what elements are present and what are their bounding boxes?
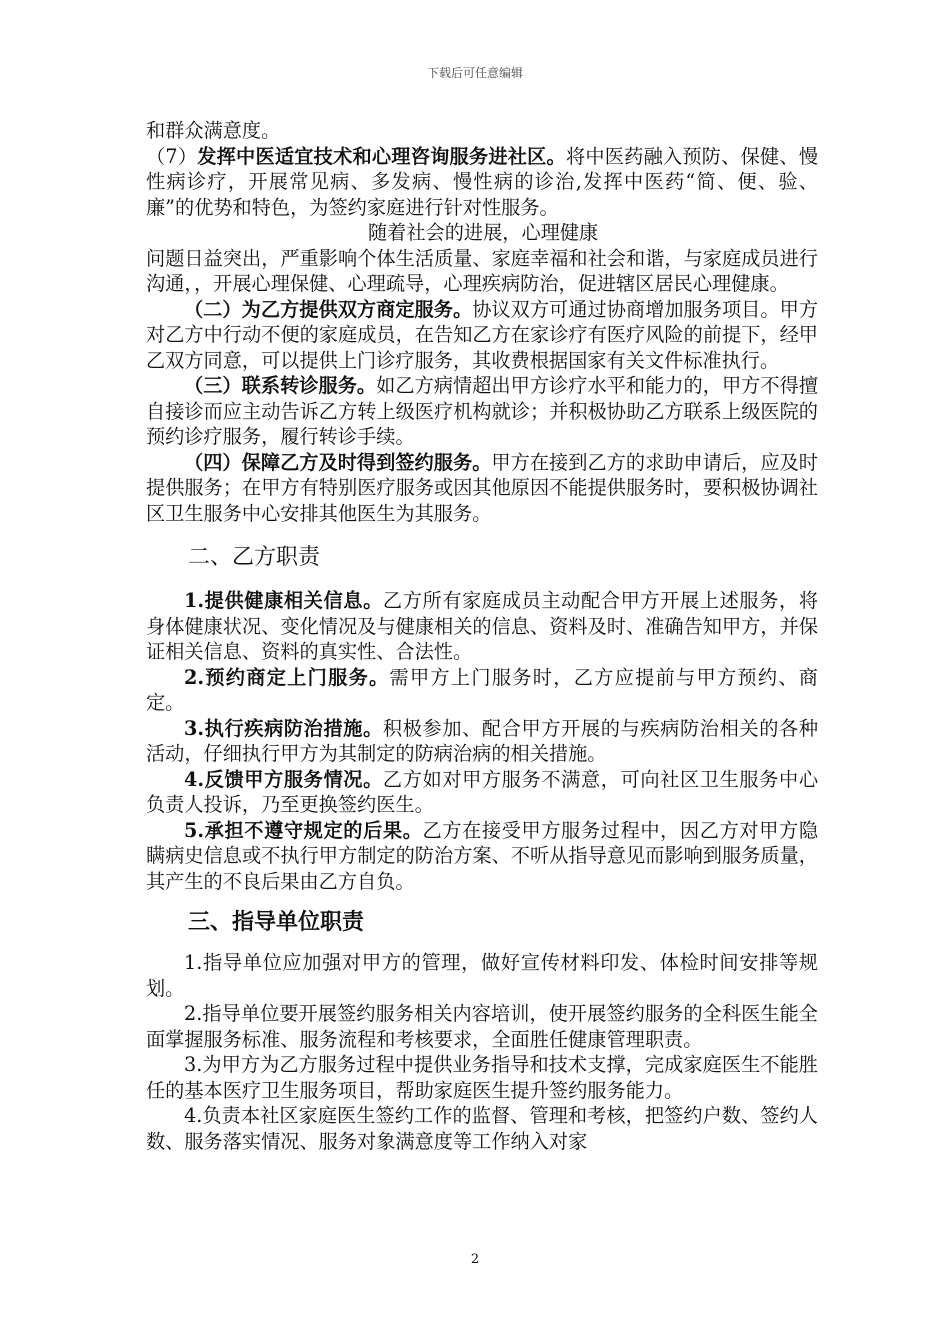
document-body [146, 118, 818, 1154]
section-3-item: 4.负责本社区家庭医生签约工作的监督、管理和考核，把签约户数、签约人数、服务落实情况、服务对象满意度等工作纳入对家 [146, 1104, 818, 1153]
section-2-item [146, 818, 818, 895]
section-2-item-text: 乙方在接受甲方服务过程中，因乙方对甲方隐瞒病史信息或不执行甲方制定的防治方案、不听从指导意见而影响到服务质量，其产生的不良后果由乙方自负。 [146, 818, 819, 893]
section-2-item-text: 积极参加、配合甲方开展的与疾病防治相关的各种活动，仔细执行甲方为其制定的防病治病的相关措施。 [146, 716, 819, 765]
section-2-title: 二、乙方职责 [188, 545, 321, 570]
section-2-item-text: 乙方如对甲方服务不满意，可向社区卫生服务中心负责人投诉，乃至更换签约医生。 [146, 767, 819, 816]
section-3-item: 1.指导单位应加强对甲方的管理，做好宣传材料印发、体检时间安排等规划。 [146, 951, 818, 1000]
service-4-text: 甲方在接到乙方的求助申请后，应及时提供服务；在甲方有特别医疗服务或因其他原因不能提供服务时，要积极协调社区卫生服务中心安排其他医生为其服务。 [146, 450, 818, 525]
section-2-item-heading: 4.反馈甲方服务情况。 [184, 767, 383, 791]
item-7-number: （7） [146, 144, 198, 168]
item-7-heading: 发挥中医适宜技术和心理咨询服务进社区。 [197, 144, 566, 168]
item-7-psych-head: 随着社会的进展，心理健康 [368, 221, 599, 244]
section-3-item: 3.为甲方为乙方服务过程中提供业务指导和技术支撑，完成家庭医生不能胜任的基本医疗卫生服务项目，帮助家庭医生提升签约服务能力。 [146, 1053, 818, 1102]
service-2-heading: （二）为乙方提供双方商定服务。 [184, 297, 473, 321]
section-2-item [146, 588, 818, 665]
section-2-item [146, 665, 818, 716]
section-2-item-heading: 1.提供健康相关信息。 [184, 589, 383, 612]
section-2-item-heading: 2.预约商定上门服务。 [184, 665, 390, 689]
section-3-title: 三、指导单位职责 [188, 909, 365, 935]
service-3-text: 如乙方病情超出甲方诊疗水平和能力的，甲方不得擅自接诊而应主动告诉乙方转上级医疗机构就诊；并积极协助乙方联系上级医院的预约诊疗服务，履行转诊手续。 [146, 374, 819, 448]
section-2-item [146, 716, 818, 767]
section-3-item: 2.指导单位要开展签约服务相关内容培训，使开展签约服务的全科医生能全面掌握服务标准、服务流程和考核要求，全面胜任健康管理职责。 [146, 1002, 818, 1051]
service-2-text: 协议双方可通过协商增加服务项目。甲方对乙方中行动不便的家庭成员，在告知乙方在家诊疗有医疗风险的前提下，经甲乙双方同意，可以提供上门诊疗服务，其收费根据国家有关文件标准执行。 [146, 297, 819, 372]
service-3-heading: （三）联系转诊服务。 [184, 374, 377, 397]
paragraph-service-3 [146, 373, 818, 450]
item-7-text: 将中医药融入预防、保健、慢性病诊疗，开展常见病、多发病、慢性病的诊治,发挥中医药“简、便、验、廉”的优势和特色，为签约家庭进行针对性服务。 [146, 144, 819, 219]
section-2-item-heading: 3.执行疾病防治措施。 [184, 716, 383, 740]
section-2-item-heading: 5.承担不遵守规定的后果。 [184, 818, 423, 842]
item-7-psych-text: 问题日益突出，严重影响个体生活质量、家庭幸福和社会和谐，与家庭成员进行沟通，，开展心理保健、心理疏导，心理疾病防治，促进辖区居民心理健康。 [146, 246, 818, 295]
paragraph-item-7 [146, 144, 818, 221]
section-2-item-text: 乙方所有家庭成员主动配合甲方开展上述服务，将身体健康状况、变化情况及与健康相关的信息、资料及时、准确告知甲方，并保证相关信息、资料的真实性、合法性。 [146, 589, 819, 663]
paragraph-service-2 [146, 297, 818, 374]
service-4-heading: （四）保障乙方及时得到签约服务。 [184, 450, 492, 474]
section-2-item-text: 需甲方上门服务时，乙方应提前与甲方预约、商定。 [146, 665, 818, 714]
page-header-note: 下载后可任意编辑 [426, 66, 523, 80]
section-2-item [146, 767, 818, 818]
page-number: 2 [470, 1252, 480, 1267]
paragraph-continuation: 和群众满意度。 [146, 119, 281, 142]
paragraph-service-4 [146, 450, 818, 527]
